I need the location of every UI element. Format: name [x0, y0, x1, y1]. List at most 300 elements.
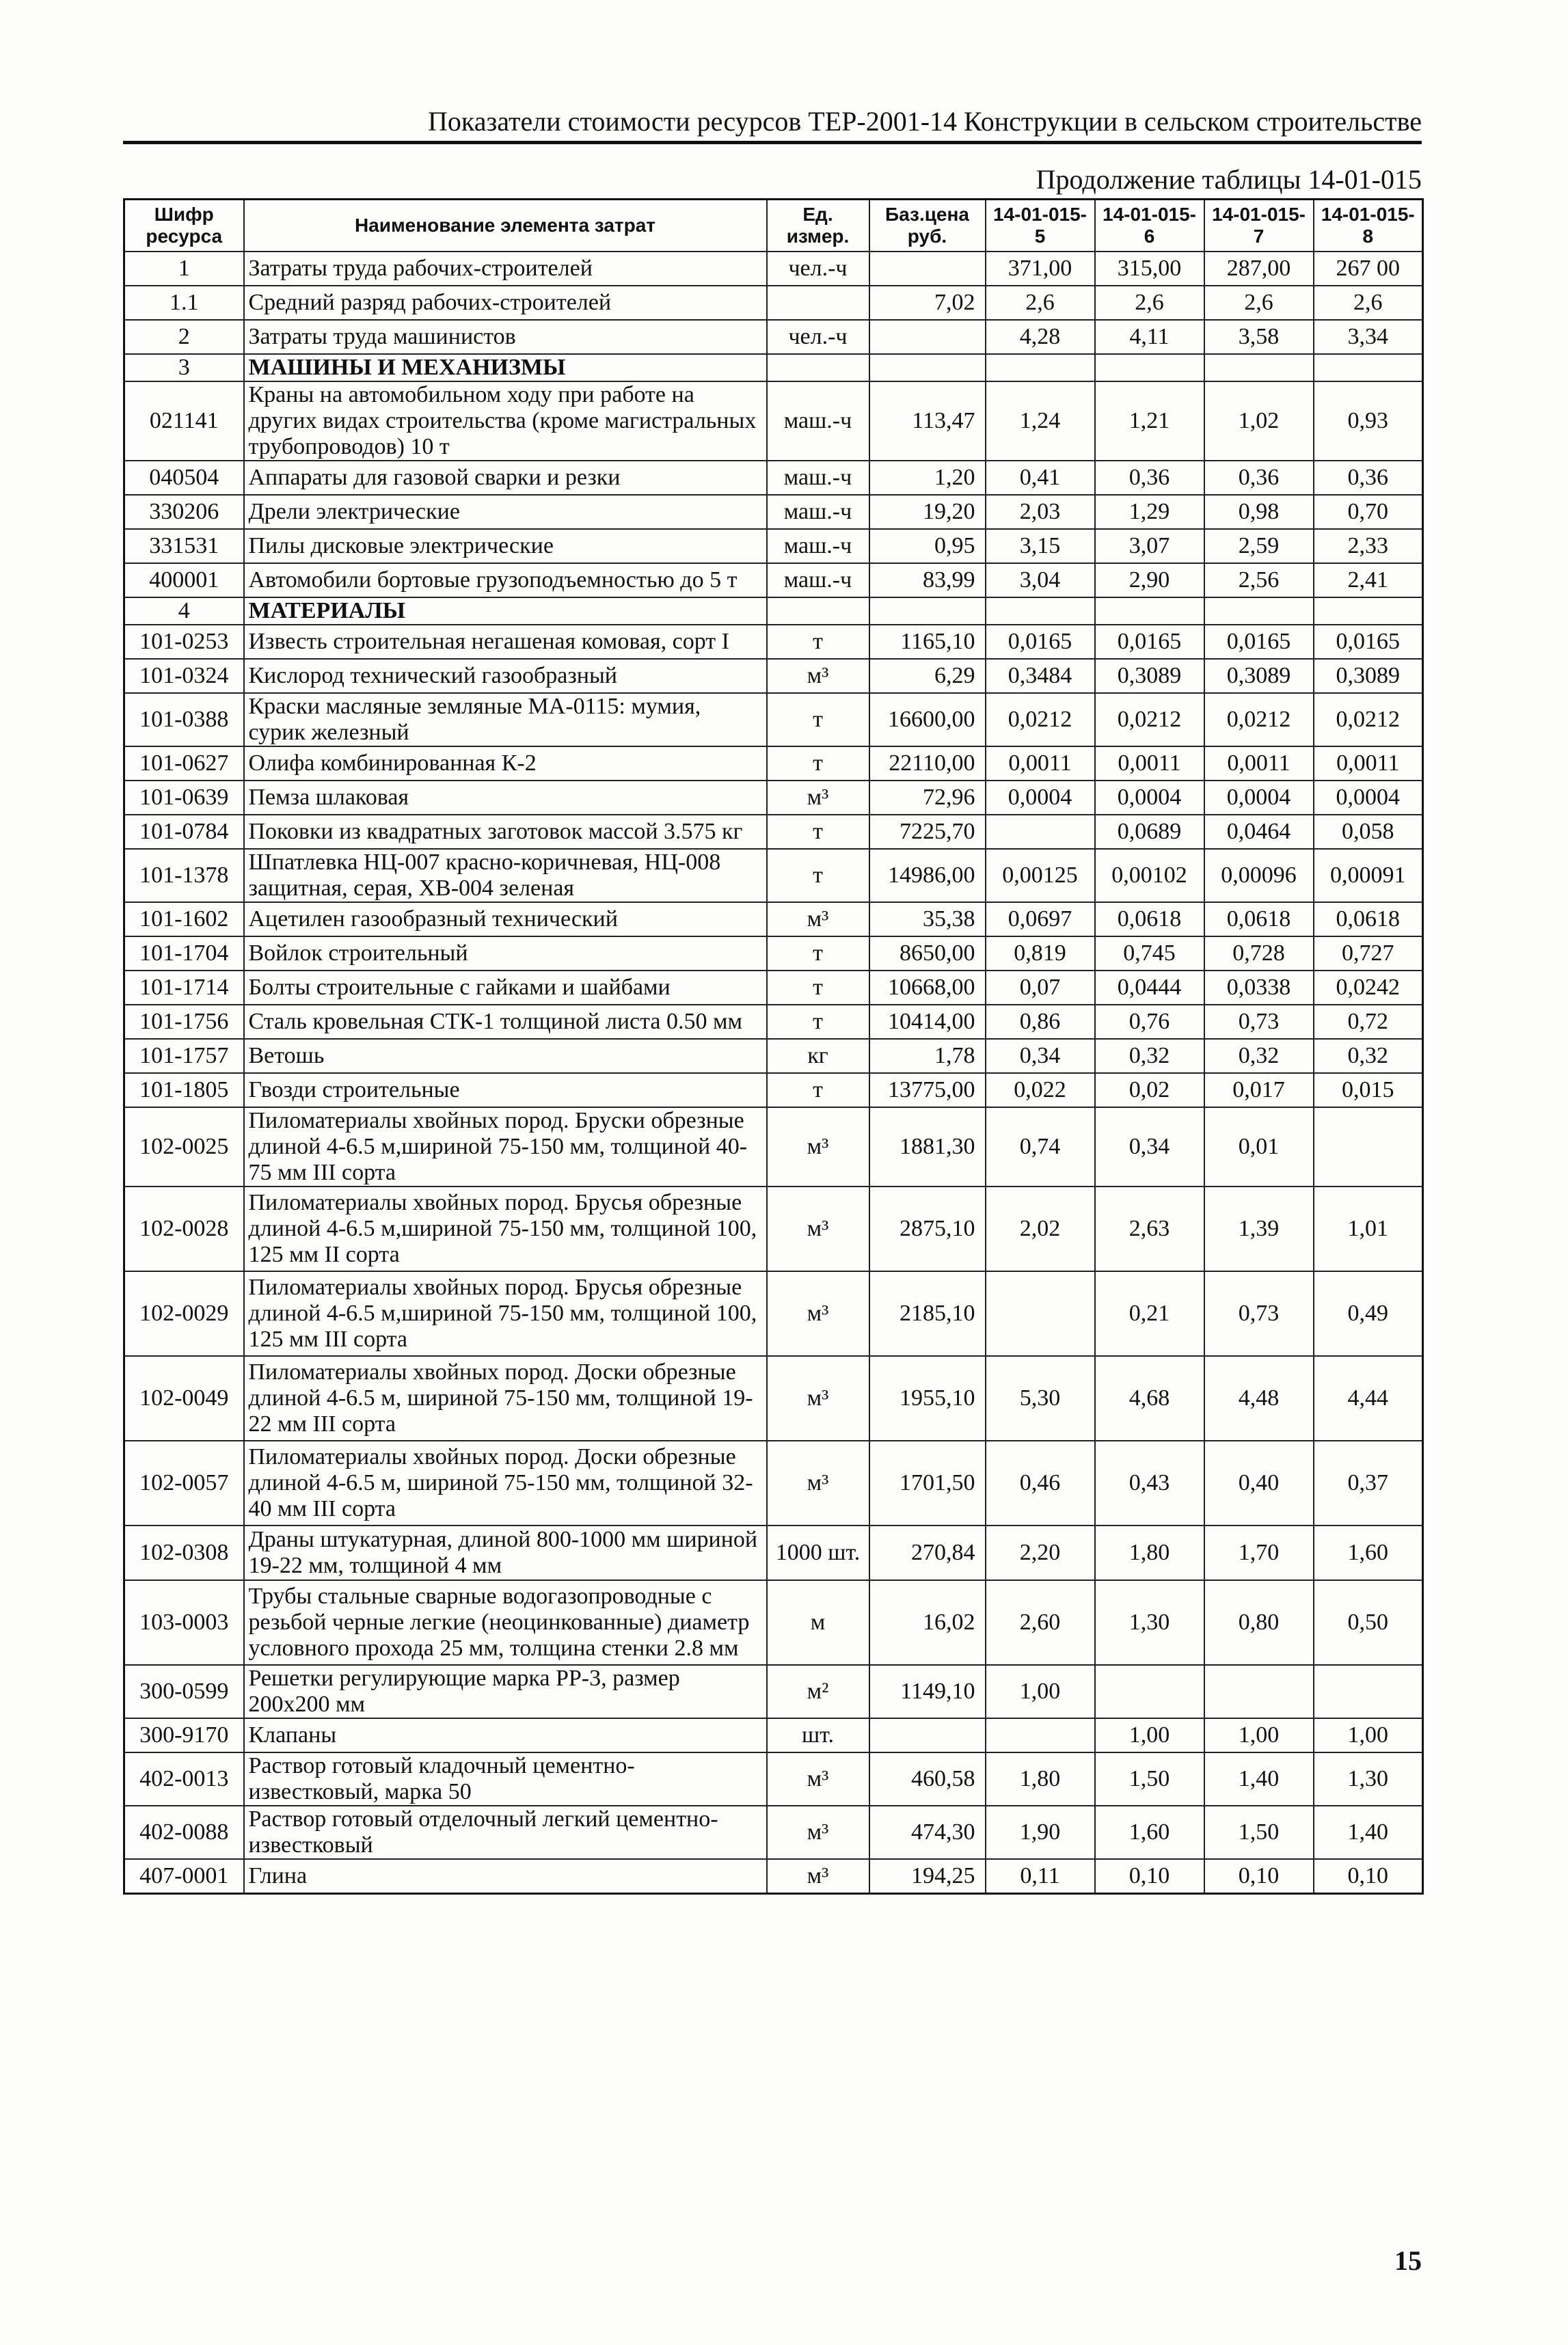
- value-cell-14-01-015-8: 0,727: [1314, 936, 1423, 971]
- value-cell-14-01-015-6: 1,00: [1095, 1718, 1204, 1752]
- value-cell-14-01-015-5: 0,0212: [986, 693, 1095, 746]
- value-cell-14-01-015-5: 3,15: [986, 529, 1095, 563]
- value-cell-14-01-015-6: 0,3089: [1095, 659, 1204, 693]
- resource-name-cell: Аппараты для газовой сварки и резки: [244, 461, 767, 495]
- table-row: [124, 815, 1423, 849]
- resource-name-cell: Средний разряд рабочих-строителей: [244, 286, 767, 320]
- unit-cell: шт.: [767, 1718, 869, 1752]
- value-cell-14-01-015-7: 2,56: [1204, 563, 1314, 597]
- value-cell-14-01-015-6: 0,00102: [1095, 849, 1204, 902]
- value-cell-14-01-015-7: 0,0338: [1204, 971, 1314, 1005]
- table-row: [124, 849, 1423, 902]
- col-header-unit: Ед. измер.: [767, 200, 869, 252]
- value-cell-14-01-015-6: 1,50: [1095, 1752, 1204, 1806]
- resource-code-cell: 101-1704: [124, 936, 244, 971]
- table-row: [124, 1073, 1423, 1107]
- table-row: [124, 320, 1423, 354]
- unit-cell: т: [767, 1073, 869, 1107]
- base-price-cell: 2185,10: [869, 1271, 986, 1356]
- value-cell-14-01-015-7: 287,00: [1204, 252, 1314, 286]
- value-cell-14-01-015-7: [1204, 597, 1314, 625]
- resource-name-cell: Ветошь: [244, 1039, 767, 1073]
- resource-name-cell: Шпатлевка НЦ-007 красно-коричневая, НЦ-008 защитная, серая, ХВ-004 зеленая: [244, 849, 767, 902]
- value-cell-14-01-015-7: 2,59: [1204, 529, 1314, 563]
- table-row: [124, 625, 1423, 659]
- value-cell-14-01-015-7: 0,0212: [1204, 693, 1314, 746]
- unit-cell: маш.-ч: [767, 381, 869, 461]
- base-price-cell: 474,30: [869, 1806, 986, 1859]
- value-cell-14-01-015-6: 2,63: [1095, 1187, 1204, 1271]
- value-cell-14-01-015-6: 0,0004: [1095, 781, 1204, 815]
- unit-cell: м³: [767, 1859, 869, 1893]
- resource-code-cell: 101-0639: [124, 781, 244, 815]
- base-price-cell: 2875,10: [869, 1187, 986, 1271]
- unit-cell: кг: [767, 1039, 869, 1073]
- value-cell-14-01-015-8: 1,40: [1314, 1806, 1423, 1859]
- value-cell-14-01-015-7: [1204, 1665, 1314, 1718]
- table-row: [124, 971, 1423, 1005]
- unit-cell: м²: [767, 1665, 869, 1718]
- table-continuation-caption: Продолжение таблицы 14-01-015: [1036, 164, 1422, 195]
- base-price-cell: 7225,70: [869, 815, 986, 849]
- value-cell-14-01-015-7: [1204, 354, 1314, 381]
- resource-code-cell: 300-9170: [124, 1718, 244, 1752]
- resource-code-cell: 101-0784: [124, 815, 244, 849]
- resource-code-cell: 102-0029: [124, 1271, 244, 1356]
- value-cell-14-01-015-5: 0,0004: [986, 781, 1095, 815]
- table-row: [124, 746, 1423, 781]
- value-cell-14-01-015-8: 0,0011: [1314, 746, 1423, 781]
- value-cell-14-01-015-5: 0,74: [986, 1107, 1095, 1187]
- unit-cell: м³: [767, 1107, 869, 1187]
- value-cell-14-01-015-5: 4,28: [986, 320, 1095, 354]
- value-cell-14-01-015-5: 0,07: [986, 971, 1095, 1005]
- value-cell-14-01-015-5: 1,80: [986, 1752, 1095, 1806]
- base-price-cell: 83,99: [869, 563, 986, 597]
- unit-cell: м³: [767, 781, 869, 815]
- resource-code-cell: 2: [124, 320, 244, 354]
- resource-code-cell: 101-0388: [124, 693, 244, 746]
- base-price-cell: 0,95: [869, 529, 986, 563]
- col-header-14-01-015-5: 14-01-015-5: [986, 200, 1095, 252]
- base-price-cell: [869, 252, 986, 286]
- value-cell-14-01-015-7: 3,58: [1204, 320, 1314, 354]
- table-row: [124, 1859, 1423, 1893]
- base-price-cell: 72,96: [869, 781, 986, 815]
- value-cell-14-01-015-5: 3,04: [986, 563, 1095, 597]
- col-header-14-01-015-6: 14-01-015-6: [1095, 200, 1204, 252]
- table-row: [124, 1356, 1423, 1441]
- value-cell-14-01-015-6: 3,07: [1095, 529, 1204, 563]
- value-cell-14-01-015-5: [986, 354, 1095, 381]
- unit-cell: маш.-ч: [767, 495, 869, 529]
- table-row: [124, 902, 1423, 936]
- value-cell-14-01-015-8: 0,3089: [1314, 659, 1423, 693]
- value-cell-14-01-015-7: 0,80: [1204, 1580, 1314, 1665]
- resource-name-cell: Войлок строительный: [244, 936, 767, 971]
- table-row: [124, 1005, 1423, 1039]
- section-row: [124, 597, 1423, 625]
- resource-code-cell: 101-0253: [124, 625, 244, 659]
- value-cell-14-01-015-7: 4,48: [1204, 1356, 1314, 1441]
- table-row: [124, 381, 1423, 461]
- value-cell-14-01-015-5: [986, 815, 1095, 849]
- table-row: [124, 1107, 1423, 1187]
- resource-name-cell: Трубы стальные сварные водогазопроводные с резьбой черные легкие (неоцинкованные) диаметр условного прохода 25 мм, толщина стенки 2.8 мм: [244, 1580, 767, 1665]
- resource-name-cell: Пемза шлаковая: [244, 781, 767, 815]
- value-cell-14-01-015-8: 1,00: [1314, 1718, 1423, 1752]
- value-cell-14-01-015-6: 0,745: [1095, 936, 1204, 971]
- resource-name-cell: Пилы дисковые электрические: [244, 529, 767, 563]
- value-cell-14-01-015-5: 2,60: [986, 1580, 1095, 1665]
- value-cell-14-01-015-5: 1,00: [986, 1665, 1095, 1718]
- table-row: [124, 1526, 1423, 1580]
- resource-name-cell: Автомобили бортовые грузоподъемностью до 5 т: [244, 563, 767, 597]
- table-header-row: [124, 200, 1423, 252]
- unit-cell: м³: [767, 1441, 869, 1526]
- value-cell-14-01-015-5: 371,00: [986, 252, 1095, 286]
- resource-name-cell: Болты строительные с гайками и шайбами: [244, 971, 767, 1005]
- base-price-cell: 16600,00: [869, 693, 986, 746]
- base-price-cell: 10668,00: [869, 971, 986, 1005]
- resource-code-cell: 400001: [124, 563, 244, 597]
- value-cell-14-01-015-8: 0,93: [1314, 381, 1423, 461]
- unit-cell: [767, 597, 869, 625]
- col-header-code: Шифр ресурса: [124, 200, 244, 252]
- resource-code-cell: 101-1602: [124, 902, 244, 936]
- value-cell-14-01-015-8: 0,50: [1314, 1580, 1423, 1665]
- value-cell-14-01-015-8: 4,44: [1314, 1356, 1423, 1441]
- resource-code-cell: 407-0001: [124, 1859, 244, 1893]
- base-price-cell: 10414,00: [869, 1005, 986, 1039]
- table-row: [124, 1718, 1423, 1752]
- unit-cell: м³: [767, 1271, 869, 1356]
- resource-name-cell: Олифа комбинированная К-2: [244, 746, 767, 781]
- resource-code-cell: 021141: [124, 381, 244, 461]
- resource-code-cell: 300-0599: [124, 1665, 244, 1718]
- table-row: [124, 286, 1423, 320]
- base-price-cell: [869, 597, 986, 625]
- value-cell-14-01-015-8: 0,37: [1314, 1441, 1423, 1526]
- value-cell-14-01-015-8: 1,30: [1314, 1752, 1423, 1806]
- value-cell-14-01-015-6: 0,21: [1095, 1271, 1204, 1356]
- unit-cell: т: [767, 625, 869, 659]
- unit-cell: м: [767, 1580, 869, 1665]
- resource-name-cell: Пиломатериалы хвойных пород. Доски обрезные длиной 4-6.5 м, шириной 75-150 мм, толщиной 19-22 мм III сорта: [244, 1356, 767, 1441]
- value-cell-14-01-015-5: 0,819: [986, 936, 1095, 971]
- table-row: [124, 563, 1423, 597]
- base-price-cell: 35,38: [869, 902, 986, 936]
- resource-code-cell: 101-0627: [124, 746, 244, 781]
- resource-code-cell: 102-0049: [124, 1356, 244, 1441]
- resource-code-cell: 101-1378: [124, 849, 244, 902]
- col-header-14-01-015-8: 14-01-015-8: [1314, 200, 1423, 252]
- table-row: [124, 659, 1423, 693]
- resource-code-cell: 040504: [124, 461, 244, 495]
- value-cell-14-01-015-6: 1,80: [1095, 1526, 1204, 1580]
- section-row: [124, 354, 1423, 381]
- resource-code-cell: 102-0308: [124, 1526, 244, 1580]
- base-price-cell: 7,02: [869, 286, 986, 320]
- value-cell-14-01-015-7: 0,98: [1204, 495, 1314, 529]
- table-row: [124, 693, 1423, 746]
- unit-cell: м³: [767, 1752, 869, 1806]
- table-row: [124, 1580, 1423, 1665]
- base-price-cell: 19,20: [869, 495, 986, 529]
- base-price-cell: 13775,00: [869, 1073, 986, 1107]
- value-cell-14-01-015-6: 4,11: [1095, 320, 1204, 354]
- value-cell-14-01-015-8: 0,058: [1314, 815, 1423, 849]
- table-row: [124, 1665, 1423, 1718]
- value-cell-14-01-015-7: 0,0618: [1204, 902, 1314, 936]
- value-cell-14-01-015-5: 0,41: [986, 461, 1095, 495]
- base-price-cell: 113,47: [869, 381, 986, 461]
- value-cell-14-01-015-7: 0,0464: [1204, 815, 1314, 849]
- base-price-cell: 1149,10: [869, 1665, 986, 1718]
- resource-code-cell: 102-0057: [124, 1441, 244, 1526]
- resource-name-cell: Глина: [244, 1859, 767, 1893]
- unit-cell: т: [767, 971, 869, 1005]
- value-cell-14-01-015-5: 1,90: [986, 1806, 1095, 1859]
- base-price-cell: [869, 320, 986, 354]
- resource-code-cell: 330206: [124, 495, 244, 529]
- table-row: [124, 252, 1423, 286]
- resource-code-cell: 103-0003: [124, 1580, 244, 1665]
- value-cell-14-01-015-7: 1,70: [1204, 1526, 1314, 1580]
- base-price-cell: 460,58: [869, 1752, 986, 1806]
- resource-code-cell: 101-1756: [124, 1005, 244, 1039]
- col-header-price: Баз.цена руб.: [869, 200, 986, 252]
- resource-cost-table: [123, 198, 1424, 1895]
- table-row: [124, 1441, 1423, 1526]
- running-header: Показатели стоимости ресурсов ТЕР-2001-14 Конструкции в сельском строительстве: [428, 106, 1422, 137]
- value-cell-14-01-015-6: 0,0212: [1095, 693, 1204, 746]
- value-cell-14-01-015-8: 0,32: [1314, 1039, 1423, 1073]
- value-cell-14-01-015-7: 0,73: [1204, 1005, 1314, 1039]
- resource-code-cell: 102-0025: [124, 1107, 244, 1187]
- value-cell-14-01-015-6: [1095, 354, 1204, 381]
- unit-cell: м³: [767, 1356, 869, 1441]
- resource-name-cell: Решетки регулирующие марка РР-3, размер 200х200 мм: [244, 1665, 767, 1718]
- value-cell-14-01-015-6: 0,10: [1095, 1859, 1204, 1893]
- value-cell-14-01-015-8: 0,72: [1314, 1005, 1423, 1039]
- unit-cell: т: [767, 746, 869, 781]
- value-cell-14-01-015-8: 0,36: [1314, 461, 1423, 495]
- resource-name-cell: МАТЕРИАЛЫ: [244, 597, 767, 625]
- value-cell-14-01-015-8: 0,10: [1314, 1859, 1423, 1893]
- value-cell-14-01-015-5: 0,86: [986, 1005, 1095, 1039]
- table-row: [124, 529, 1423, 563]
- resource-code-cell: 3: [124, 354, 244, 381]
- table-row: [124, 1039, 1423, 1073]
- base-price-cell: 1,20: [869, 461, 986, 495]
- resource-code-cell: 1.1: [124, 286, 244, 320]
- resource-name-cell: Затраты труда машинистов: [244, 320, 767, 354]
- value-cell-14-01-015-5: 2,6: [986, 286, 1095, 320]
- value-cell-14-01-015-5: 0,34: [986, 1039, 1095, 1073]
- base-price-cell: 1,78: [869, 1039, 986, 1073]
- base-price-cell: 1955,10: [869, 1356, 986, 1441]
- value-cell-14-01-015-5: 0,11: [986, 1859, 1095, 1893]
- base-price-cell: [869, 1718, 986, 1752]
- unit-cell: [767, 286, 869, 320]
- value-cell-14-01-015-7: 0,32: [1204, 1039, 1314, 1073]
- value-cell-14-01-015-8: 0,015: [1314, 1073, 1423, 1107]
- base-price-cell: 1881,30: [869, 1107, 986, 1187]
- value-cell-14-01-015-6: 315,00: [1095, 252, 1204, 286]
- value-cell-14-01-015-6: 0,02: [1095, 1073, 1204, 1107]
- value-cell-14-01-015-6: [1095, 597, 1204, 625]
- value-cell-14-01-015-7: 1,50: [1204, 1806, 1314, 1859]
- base-price-cell: 14986,00: [869, 849, 986, 902]
- value-cell-14-01-015-7: 0,36: [1204, 461, 1314, 495]
- resource-name-cell: Ацетилен газообразный технический: [244, 902, 767, 936]
- value-cell-14-01-015-7: 0,0165: [1204, 625, 1314, 659]
- table-row: [124, 936, 1423, 971]
- value-cell-14-01-015-8: 0,49: [1314, 1271, 1423, 1356]
- unit-cell: маш.-ч: [767, 563, 869, 597]
- value-cell-14-01-015-8: 267 00: [1314, 252, 1423, 286]
- resource-name-cell: МАШИНЫ И МЕХАНИЗМЫ: [244, 354, 767, 381]
- resource-code-cell: 1: [124, 252, 244, 286]
- unit-cell: м³: [767, 1806, 869, 1859]
- value-cell-14-01-015-6: 0,0011: [1095, 746, 1204, 781]
- base-price-cell: 1701,50: [869, 1441, 986, 1526]
- value-cell-14-01-015-8: [1314, 597, 1423, 625]
- value-cell-14-01-015-6: 1,21: [1095, 381, 1204, 461]
- resource-name-cell: Затраты труда рабочих-строителей: [244, 252, 767, 286]
- unit-cell: т: [767, 936, 869, 971]
- value-cell-14-01-015-5: 2,20: [986, 1526, 1095, 1580]
- unit-cell: т: [767, 849, 869, 902]
- table-row: [124, 781, 1423, 815]
- base-price-cell: 270,84: [869, 1526, 986, 1580]
- resource-name-cell: Известь строительная негашеная комовая, сорт I: [244, 625, 767, 659]
- resource-name-cell: Гвозди строительные: [244, 1073, 767, 1107]
- value-cell-14-01-015-5: 0,46: [986, 1441, 1095, 1526]
- resource-code-cell: 101-1714: [124, 971, 244, 1005]
- resource-code-cell: 101-1757: [124, 1039, 244, 1073]
- value-cell-14-01-015-5: 0,00125: [986, 849, 1095, 902]
- unit-cell: 1000 шт.: [767, 1526, 869, 1580]
- value-cell-14-01-015-8: 2,41: [1314, 563, 1423, 597]
- resource-name-cell: Краски масляные земляные МА-0115: мумия, сурик железный: [244, 693, 767, 746]
- value-cell-14-01-015-8: 2,33: [1314, 529, 1423, 563]
- value-cell-14-01-015-7: 1,39: [1204, 1187, 1314, 1271]
- value-cell-14-01-015-8: 1,01: [1314, 1187, 1423, 1271]
- value-cell-14-01-015-7: 1,40: [1204, 1752, 1314, 1806]
- value-cell-14-01-015-5: 0,022: [986, 1073, 1095, 1107]
- value-cell-14-01-015-8: [1314, 1665, 1423, 1718]
- value-cell-14-01-015-6: 2,90: [1095, 563, 1204, 597]
- value-cell-14-01-015-8: 0,0165: [1314, 625, 1423, 659]
- unit-cell: т: [767, 693, 869, 746]
- value-cell-14-01-015-8: 0,0212: [1314, 693, 1423, 746]
- unit-cell: чел.-ч: [767, 252, 869, 286]
- unit-cell: маш.-ч: [767, 461, 869, 495]
- unit-cell: м³: [767, 659, 869, 693]
- resource-name-cell: Клапаны: [244, 1718, 767, 1752]
- unit-cell: т: [767, 815, 869, 849]
- base-price-cell: 1165,10: [869, 625, 986, 659]
- value-cell-14-01-015-8: 0,70: [1314, 495, 1423, 529]
- value-cell-14-01-015-8: [1314, 1107, 1423, 1187]
- value-cell-14-01-015-5: 5,30: [986, 1356, 1095, 1441]
- value-cell-14-01-015-6: 4,68: [1095, 1356, 1204, 1441]
- table-row: [124, 1752, 1423, 1806]
- resource-code-cell: 102-0028: [124, 1187, 244, 1271]
- value-cell-14-01-015-7: 0,0011: [1204, 746, 1314, 781]
- resource-name-cell: Пиломатериалы хвойных пород. Брусья обрезные длиной 4-6.5 м,шириной 75-150 мм, толщиной 100, 125 мм III сорта: [244, 1271, 767, 1356]
- value-cell-14-01-015-5: 0,0165: [986, 625, 1095, 659]
- value-cell-14-01-015-7: 0,0004: [1204, 781, 1314, 815]
- resource-code-cell: 101-1805: [124, 1073, 244, 1107]
- value-cell-14-01-015-5: 0,0697: [986, 902, 1095, 936]
- value-cell-14-01-015-8: [1314, 354, 1423, 381]
- value-cell-14-01-015-6: 1,30: [1095, 1580, 1204, 1665]
- base-price-cell: 16,02: [869, 1580, 986, 1665]
- value-cell-14-01-015-6: 0,0689: [1095, 815, 1204, 849]
- value-cell-14-01-015-6: 0,0618: [1095, 902, 1204, 936]
- resource-name-cell: Пиломатериалы хвойных пород. Доски обрезные длиной 4-6.5 м, шириной 75-150 мм, толщиной 32-40 мм III сорта: [244, 1441, 767, 1526]
- value-cell-14-01-015-6: 2,6: [1095, 286, 1204, 320]
- resource-name-cell: Пиломатериалы хвойных пород. Брусья обрезные длиной 4-6.5 м,шириной 75-150 мм, толщиной 100, 125 мм II сорта: [244, 1187, 767, 1271]
- header-rule: [123, 141, 1422, 144]
- unit-cell: м³: [767, 902, 869, 936]
- table-row: [124, 495, 1423, 529]
- resource-name-cell: Краны на автомобильном ходу при работе на других видах строительства (кроме магистральных трубопроводов) 10 т: [244, 381, 767, 461]
- value-cell-14-01-015-5: 0,3484: [986, 659, 1095, 693]
- value-cell-14-01-015-7: 0,3089: [1204, 659, 1314, 693]
- unit-cell: [767, 354, 869, 381]
- base-price-cell: 22110,00: [869, 746, 986, 781]
- resource-code-cell: 331531: [124, 529, 244, 563]
- resource-name-cell: Кислород технический газообразный: [244, 659, 767, 693]
- col-header-name: Наименование элемента затрат: [244, 200, 767, 252]
- resource-name-cell: Сталь кровельная СТК-1 толщиной листа 0.50 мм: [244, 1005, 767, 1039]
- value-cell-14-01-015-5: 0,0011: [986, 746, 1095, 781]
- value-cell-14-01-015-7: 1,00: [1204, 1718, 1314, 1752]
- resource-name-cell: Пиломатериалы хвойных пород. Бруски обрезные длиной 4-6.5 м,шириной 75-150 мм, толщиной 40-75 мм III сорта: [244, 1107, 767, 1187]
- value-cell-14-01-015-5: 2,03: [986, 495, 1095, 529]
- value-cell-14-01-015-6: 0,34: [1095, 1107, 1204, 1187]
- value-cell-14-01-015-5: 2,02: [986, 1187, 1095, 1271]
- base-price-cell: 8650,00: [869, 936, 986, 971]
- resource-code-cell: 402-0013: [124, 1752, 244, 1806]
- page-number: 15: [1394, 2245, 1422, 2276]
- value-cell-14-01-015-6: 0,32: [1095, 1039, 1204, 1073]
- value-cell-14-01-015-5: 1,24: [986, 381, 1095, 461]
- table-row: [124, 1806, 1423, 1859]
- value-cell-14-01-015-7: 2,6: [1204, 286, 1314, 320]
- value-cell-14-01-015-6: 0,0444: [1095, 971, 1204, 1005]
- unit-cell: маш.-ч: [767, 529, 869, 563]
- value-cell-14-01-015-7: 0,10: [1204, 1859, 1314, 1893]
- value-cell-14-01-015-7: 0,40: [1204, 1441, 1314, 1526]
- value-cell-14-01-015-5: [986, 1718, 1095, 1752]
- value-cell-14-01-015-6: 1,29: [1095, 495, 1204, 529]
- table-body: [124, 252, 1423, 1893]
- unit-cell: чел.-ч: [767, 320, 869, 354]
- value-cell-14-01-015-8: 3,34: [1314, 320, 1423, 354]
- value-cell-14-01-015-6: 0,76: [1095, 1005, 1204, 1039]
- value-cell-14-01-015-7: 0,017: [1204, 1073, 1314, 1107]
- value-cell-14-01-015-7: 1,02: [1204, 381, 1314, 461]
- table-row: [124, 461, 1423, 495]
- table-row: [124, 1271, 1423, 1356]
- base-price-cell: 194,25: [869, 1859, 986, 1893]
- resource-name-cell: Дрели электрические: [244, 495, 767, 529]
